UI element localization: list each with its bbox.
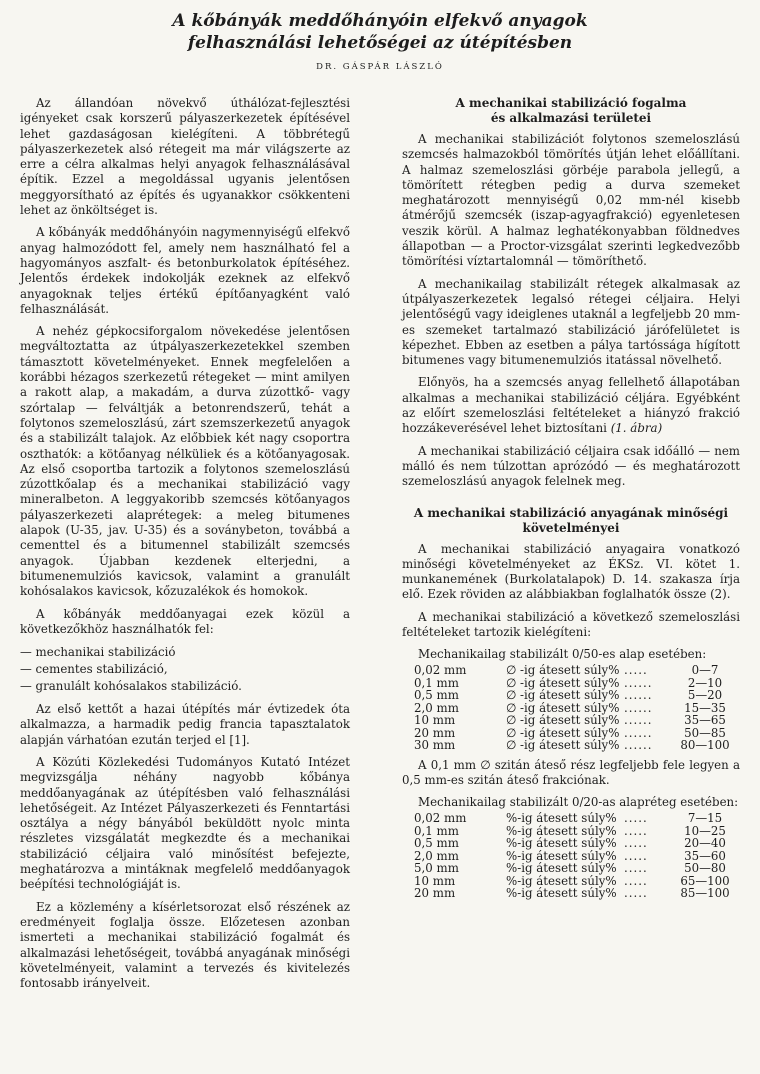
table-cell-desc: %-ig átesett súly% [506, 873, 617, 888]
table-cell-range: 50—85 [684, 725, 726, 740]
table-cell-dots: ..... [624, 886, 648, 901]
table-cell-size: 10 mm [414, 873, 456, 888]
list-item: — cementes stabilizáció, [20, 662, 168, 677]
table-cell-dots: ..... [624, 861, 648, 876]
table-cell-size: 0,5 mm [414, 688, 459, 703]
paragraph: A Közúti Közlekedési Tudományos Kutató Intézet megvizsgálja néhány nagyobb kőbánya meddőanyagának az útépítésben való felhasználási lehetőségeit. Az Intézet Pályaszerkezeti és Fenntartási osztálya a négy bányából beküldött nyolc minta részletes vizsgálatát megkezdte és a mechanikai stabilizáció céljaira való minősítést befejezte, meghatározva a mintáknak megfelelő meddőanyagok beépítési technológiáját is. [20, 754, 350, 892]
right-column [402, 96, 740, 998]
table-cell-desc: ∅ -ig átesett súly% [506, 688, 620, 703]
table-body [414, 812, 734, 900]
table-cell-size: 30 mm [414, 738, 456, 753]
table-cell-desc: ∅ -ig átesett súly% [506, 738, 620, 753]
table-cell-size: 5,0 mm [414, 861, 459, 876]
table-cell-range: 7—15 [687, 811, 723, 826]
table-cell-dots: ..... [624, 848, 648, 863]
table-cell-desc: %-ig átesett súly% [506, 823, 617, 838]
paragraph: A kőbányák meddőhányóin nagymennyiségű elfekvő anyag halmozódott fel, amely nem használható fel a hagyományos aszfalt- és betonburkolatok építéséhez. Jelentős érdekek indokolják ezeknek az elfekvő anyagoknak teljes értékű építőanyagként való felhasználását. [20, 225, 350, 316]
section-heading-line: A mechanikai stabilizáció anyagának minőségi [413, 505, 729, 520]
table-cell-range: 5—20 [687, 688, 723, 703]
table-cell-desc: %-ig átesett súly% [506, 811, 617, 826]
table-cell-desc: %-ig átesett súly% [506, 861, 617, 876]
two-column-body [20, 96, 740, 998]
section-heading-line: A mechanikai stabilizáció fogalma [455, 96, 687, 110]
table-cell-desc: ∅ -ig átesett súly% [506, 700, 620, 715]
table-cell-dots: ...... [624, 675, 653, 690]
table-cell-dots: ..... [624, 823, 648, 838]
title-line-2: felhasználási lehetőségei az útépítésben [187, 33, 573, 53]
paragraph: A mechanikai stabilizáció anyagaira vonatkozó minőségi követelményeket az ÉKSz. VI. kötet 1. munkanemének (Burkolatalapok) D. 14. szakasza írja elő. Ezek röviden az alábbiakban foglalhatók össze (2). [402, 541, 740, 602]
gradation-table-0-20 [414, 812, 734, 900]
section-heading [402, 96, 740, 126]
table-cell-desc: %-ig átesett súly% [506, 836, 617, 851]
section-heading-line: és alkalmazási területei [490, 111, 652, 125]
table-title: Mechanikailag stabilizált 0/20-as alapréteg esetében: [418, 795, 739, 810]
table-cell-dots: ..... [624, 873, 648, 888]
table-cell-desc: ∅ -ig átesett súly% [506, 725, 620, 740]
table-cell-size: 2,0 mm [414, 700, 459, 715]
table-cell-size: 0,02 mm [414, 811, 467, 826]
paragraph: A kőbányák meddőanyagai ezek közül a következőkhöz használhatók fel: [20, 606, 350, 636]
paragraph: A mechanikailag stabilizált rétegek alkalmasak az útpályaszerkezetek legalsó rétegei céljaira. Helyi jelentőségű vagy ideiglenes utaknál a legfeljebb 20 mm-es szemeket tartalmazó stabilizáció járófelületet is képezhet. Ebben az esetben a pálya tartóssága hígított bitumenes vagy bitumenemulziós itatással növelhető. [402, 276, 740, 368]
table-cell-dots: ...... [624, 688, 653, 703]
table-cell-range: 80—100 [680, 738, 730, 753]
table-cell-range: 85—100 [680, 886, 730, 901]
table-cell-range: 10—25 [684, 823, 726, 838]
table-cell-dots: ..... [624, 836, 648, 851]
paragraph: A mechanikai stabilizáció a következő szemeloszlási feltételeket tartozik kielégíteni: [402, 609, 740, 640]
table-cell-range: 2—10 [687, 675, 723, 690]
table-cell-dots: ..... [624, 811, 648, 826]
table-cell-range: 65—100 [680, 873, 730, 888]
table-cell-size: 0,1 mm [414, 675, 459, 690]
usage-list [20, 644, 350, 695]
table-title: Mechanikailag stabilizált 0/50-es alap esetében: [418, 647, 707, 662]
list-item: — mechanikai stabilizáció [20, 645, 176, 660]
table-cell-size: 10 mm [414, 713, 456, 728]
table-cell-dots: ...... [624, 725, 653, 740]
gradation-table-0-50 [414, 664, 734, 752]
table-cell-size: 20 mm [414, 886, 456, 901]
table-cell-desc: ∅ -ig átesett súly% [506, 675, 620, 690]
table-row [414, 689, 734, 702]
article-title [20, 10, 740, 54]
paragraph: A 0,1 mm ∅ szitán áteső rész legfeljebb fele legyen a 0,5 mm-es szitán áteső frakciónak. [402, 757, 740, 788]
table-row [414, 739, 734, 752]
table-body [414, 664, 734, 752]
paragraph: Az első kettőt a hazai útépítés már évtizedek óta alkalmazza, a harmadik pedig francia tapasztalatok alapján várhatóan ezután terjed el [1]. [20, 702, 350, 747]
paragraph: A nehéz gépkocsiforgalom növekedése jelentősen megváltoztatta az útpályaszerkezetekkel szemben támasztott követelményeket. Ennek megfelelően a korábbi hézagos szerkezetű rétegeket — mint amilyen a rakott alap, a makadám, a durva zúzottkő- vagy szórtalap — felváltják a betonrendszerű, tehát a folytonos szemeloszlású, zárt szemszerkezetű anyagok és a stabilizált talajok. Az előbbiek két nagy csoportra oszthatók: a kötőanyag nélküliek és a kötőanyagosak. Az első csoportba tartozik a folytonos szemeloszlású zúzottkőalap és a mechanikai stabilizáció vagy mineralbeton. A leggyakoribb szemcsés kötőanyagos pályaszerkezeti alaprétegek: a meleg bitumenes alapok (U-35, jav. U-35) és a soványbeton, továbbá a cementtel és a bitumennel stabilizált szemcsés anyagok. Újabban kezdenek elterjedni, a bitumenemulziós kavicsok, valamint a granulált kohósalakos kavicsok, kőzuzalékok és homokok. [20, 324, 350, 599]
table-cell-dots: ..... [624, 663, 648, 678]
table-cell-range: 35—60 [684, 848, 726, 863]
section-heading [402, 506, 740, 536]
table-cell-desc: %-ig átesett súly% [506, 886, 617, 901]
table-cell-size: 0,1 mm [414, 823, 459, 838]
table-cell-desc: %-ig átesett súly% [506, 848, 617, 863]
table-row [414, 714, 734, 727]
table-cell-size: 2,0 mm [414, 848, 459, 863]
table-cell-desc: ∅ -ig átesett súly% [506, 713, 620, 728]
paragraph: A mechanikai stabilizációt folytonos szemeloszlású szemcsés halmazokból tömörítés útján lehet előállítani. A halmaz szemeloszlási görbéje parabola jellegű, a tömörített rétegben pedig a durva szemeket meghatározott mennyiségű 0,02 mm-nél kisebb átmérőjű szemcsék (iszap-agyagfrakció) egyenletesen veszik körül. A halmaz leghatékonyabban földnedves állapotban — a Proctor-vizsgálat szerinti legkedvezőbb tömörítési víztartalomnál — tömöríthető. [402, 132, 740, 269]
paragraph: Az állandóan növekvő úthálózat-fejlesztési igényeket csak korszerű pályaszerkezetek építésével lehet gazdaságosan kielégíteni. A többrétegű pályaszerkezetek alsó rétegeit ma már világszerte az erre a célra alkalmas helyi anyagok felhasználásával építik. Ezzel a megoldással ugyanis jelentősen meggyorsítható az építés és ugyanakkor csökkenteni lehet az önköltséget is. [20, 96, 350, 218]
title-line-1: A kőbányák meddőhányóin elfekvő anyagok [172, 11, 588, 31]
left-column [20, 96, 350, 998]
table-cell-range: 35—65 [684, 713, 726, 728]
table-cell-dots: ...... [624, 713, 653, 728]
table-cell-desc: ∅ -ig átesett súly% [506, 663, 620, 678]
paragraph: Ez a közlemény a kísérletsorozat első részének az eredményeit foglalja össze. Előzetesen azonban ismerteti a mechanikai stabilizáció fogalmát és alkalmazási lehetőségeit, továbbá anyagának minőségi követelményeit, valamint a tervezés és kivitelezés fontosabb irányelveit. [20, 899, 350, 991]
table-cell-dots: ...... [624, 738, 653, 753]
table-cell-range: 15—35 [684, 700, 726, 715]
table-cell-size: 20 mm [414, 725, 456, 740]
section-heading-line: követelményei [522, 520, 620, 535]
table-cell-size: 0,02 mm [414, 663, 467, 678]
table-cell-range: 0—7 [691, 663, 719, 678]
list-item: — granulált kohósalakos stabilizáció. [20, 679, 242, 694]
table-row [414, 664, 734, 677]
figure-reference: (1. ábra) [610, 421, 663, 436]
table-cell-dots: ...... [624, 700, 653, 715]
paragraph: A mechanikai stabilizáció céljaira csak időálló — nem málló és nem túlzottan aprózódó — és meghatározott szemeloszlású anyagok felelnek meg. [402, 443, 740, 489]
author-name: DR. GÁSPÁR LÁSZLÓ [316, 62, 444, 72]
table-row [414, 887, 734, 900]
table-cell-size: 0,5 mm [414, 836, 459, 851]
table-cell-range: 20—40 [684, 836, 726, 851]
paragraph-text: Előnyös, ha a szemcsés anyag fellelhető állapotában alkalmas a mechanikai stabilizáció céljára. Egyébként az előírt szemeloszlási feltételeket a hiányzó frakció hozzákeverésével lehet biztosítani [402, 375, 740, 436]
table-cell-range: 50—80 [684, 861, 726, 876]
paragraph [402, 375, 740, 436]
